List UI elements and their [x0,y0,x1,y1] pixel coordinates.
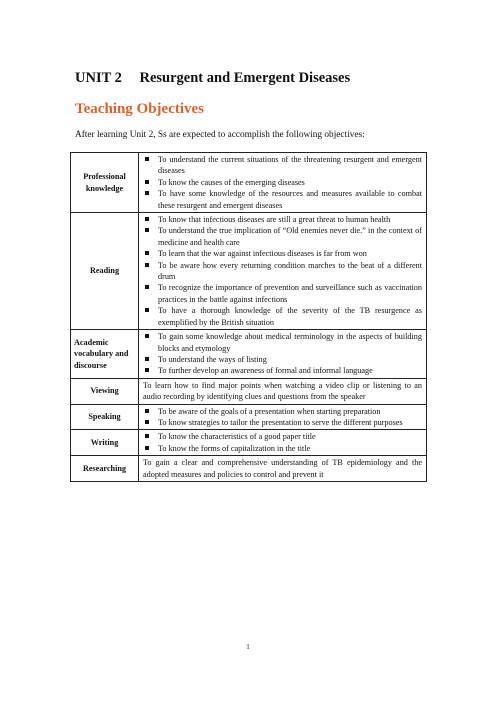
category-cell: Speaking [71,404,139,430]
list-item [143,417,422,428]
bullet-icon [145,357,149,361]
bullet-icon [145,434,149,438]
bullet-icon [145,180,149,184]
list-item [143,225,422,248]
list-item [143,354,422,365]
category-cell: Professional knowledge [71,153,139,213]
table-row [71,213,427,330]
objective-text: To further develop an awareness of formal and informal language [158,366,373,376]
table-row [71,404,427,430]
bullet-icon [145,251,149,255]
list-item [143,154,422,177]
unit-name: Resurgent and Emergent Diseases [139,70,351,86]
objective-list [143,154,422,211]
objective-text: To know strategies to tailor the presentation to serve the different purposes [158,417,403,427]
list-item [143,331,422,354]
bullet-icon [145,191,149,195]
list-item [143,443,422,454]
objective-text: To know the forms of capitalization in the title [158,443,311,453]
bullet-icon [145,409,149,413]
objective-list [143,431,422,454]
bullet-icon [145,334,149,338]
objectives-cell [139,153,427,213]
objectives-cell [139,378,427,404]
objective-list [143,406,422,429]
bullet-icon [145,157,149,161]
objective-text: To be aware how every returning condition marches to the beat of a different drum [158,260,422,282]
objective-text: To be aware of the goals of a presentation when starting preparation [158,406,381,416]
objective-text: To learn how to find major points when watching a video clip or listening to an audio recording by identifying clues and questions from the speaker [143,380,422,402]
intro-text: After learning Unit 2, Ss are expected to accomplish the following objectives: [75,130,365,140]
section-heading: Teaching Objectives [75,101,205,117]
objective-text: To know that infectious diseases are still a great threat to human health [158,215,391,225]
objective-list [143,214,422,328]
objective-text: To gain some knowledge about medical terminology in the aspects of building blocks and etymology [158,332,422,353]
bullet-icon [145,308,149,312]
list-item [143,365,422,376]
table-row [71,456,427,482]
objective-text: To have a thorough knowledge of the severity of the TB resurgence as exemplified by the British situation [158,306,422,327]
objectives-cell [139,404,427,430]
bullet-icon [145,285,149,289]
unit-title [75,70,350,87]
bullet-icon [145,368,149,372]
objectives-cell [139,213,427,330]
objective-text: To understand the true implication of “Old enemies never die.” in the context of medicine and health care [158,226,422,247]
list-item [143,177,422,188]
objective-text: To have some knowledge of the resources and measures available to combat these resurgent and emergent diseases [158,189,422,210]
objective-text: To know the causes of the emerging diseases [158,177,305,187]
bullet-icon [145,217,149,221]
objective-list [143,331,422,377]
bullet-icon [145,263,149,267]
list-item [143,431,422,442]
list-item [143,406,422,417]
table-row [71,430,427,456]
category-cell: Viewing [71,378,139,404]
objectives-cell [139,330,427,379]
category-cell: Researching [71,456,139,482]
bullet-icon [145,420,149,424]
list-item [143,260,422,283]
objectives-cell [139,456,427,482]
objective-text: To learn that the war against infectious diseases is far from won [158,249,367,259]
category-cell: Reading [71,213,139,330]
category-cell: Writing [71,430,139,456]
list-item [143,214,422,225]
objectives-table [70,152,427,482]
list-item [143,282,422,305]
unit-label: UNIT 2 [75,70,122,86]
list-item [143,188,422,211]
objective-text: To understand the current situations of the threatening resurgent and emergent diseases [158,155,422,176]
objective-text: To gain a clear and comprehensive understanding of TB epidemiology and the adopted measures and policies to control and prevent it [143,458,422,479]
table-row [71,330,427,379]
category-cell: Academic vocabulary and discourse [71,330,139,379]
bullet-icon [145,446,149,450]
list-item [143,248,422,259]
table-row [71,153,427,213]
page-number: 1 [246,643,250,651]
objective-text: To understand the ways of listing [158,354,267,364]
table-row [71,378,427,404]
objectives-cell [139,430,427,456]
objective-text: To know the characteristics of a good paper title [158,432,316,442]
bullet-icon [145,228,149,232]
objective-text: To recognize the importance of prevention and surveillance such as vaccination practices in the battle against infections [158,283,422,304]
list-item [143,305,422,328]
